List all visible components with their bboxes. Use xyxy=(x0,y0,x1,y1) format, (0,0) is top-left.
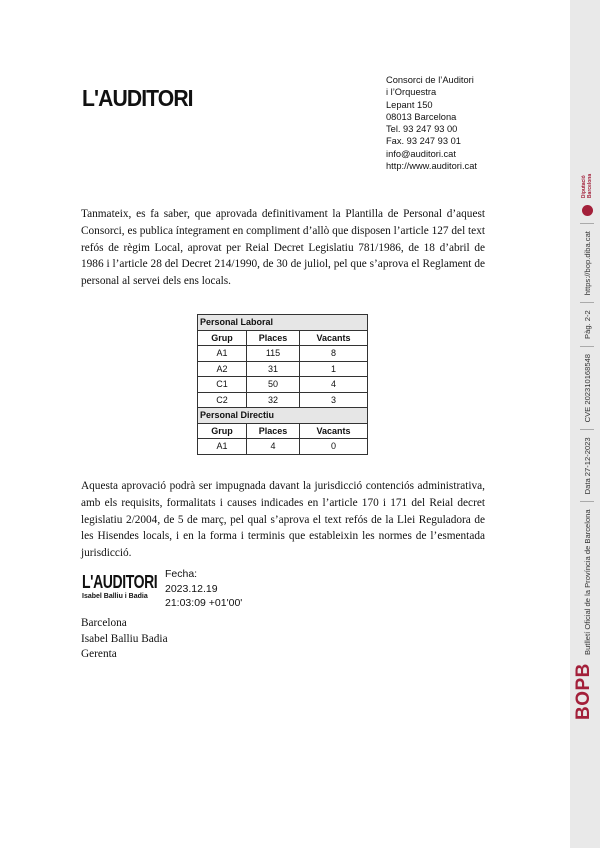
sign-date: 2023.12.19 xyxy=(165,582,218,595)
page-number: Pàg. 2-2 xyxy=(582,310,592,339)
diputacio-logo: Diputació Barcelona xyxy=(581,173,593,199)
bulletin-title: Butlletí Oficial de la Província de Barcelona xyxy=(582,509,592,655)
address-line: Lepant 150 xyxy=(386,99,433,110)
auditori-logo: L'AUDITORI xyxy=(82,85,193,111)
bop-url[interactable]: https://bop.diba.cat xyxy=(582,231,592,296)
staff-table xyxy=(197,314,368,455)
col-header: Places xyxy=(247,423,300,439)
cell: 115 xyxy=(247,346,300,362)
col-header: Grup xyxy=(198,423,247,439)
divider xyxy=(580,429,594,430)
col-header: Vacants xyxy=(300,330,368,346)
section-title: Personal Directiu xyxy=(198,408,368,424)
diputacio-emblem-icon xyxy=(582,205,593,216)
publication-date: Data 27-12-2023 xyxy=(582,437,592,495)
section-title: Personal Laboral xyxy=(198,315,368,331)
table-row xyxy=(198,377,368,393)
address-fax: Fax. 93 247 93 01 xyxy=(386,136,461,147)
signature-logo: L'AUDITORI xyxy=(82,571,158,592)
col-header: Vacants xyxy=(300,423,368,439)
closing-name: Isabel Balliu Badia xyxy=(81,632,168,645)
cell: 8 xyxy=(300,346,368,362)
table-row xyxy=(198,346,368,362)
table-header-row xyxy=(198,423,368,439)
divider xyxy=(580,501,594,502)
bopb-sidebar xyxy=(570,0,600,848)
cell: 1 xyxy=(300,361,368,377)
cve-code: CVE 202310168548 xyxy=(582,353,592,423)
closing-role: Gerenta xyxy=(81,648,117,660)
signature-stamp xyxy=(82,571,162,600)
cell: 4 xyxy=(247,439,300,455)
cell: 50 xyxy=(247,377,300,393)
address-line: i l’Orquestra xyxy=(386,87,437,98)
table-row xyxy=(198,439,368,455)
col-header: Grup xyxy=(198,330,247,346)
col-header: Places xyxy=(247,330,300,346)
cell: 0 xyxy=(300,439,368,455)
cell: A1 xyxy=(198,346,247,362)
date-label: Fecha: xyxy=(165,568,198,580)
address-email[interactable]: info@auditori.cat xyxy=(386,148,456,159)
divider xyxy=(580,302,594,303)
address-phone: Tel. 93 247 93 00 xyxy=(386,124,458,135)
address-block xyxy=(386,74,477,172)
body-paragraph-2: Aquesta aprovació podrà ser impugnada davant la jurisdicció contenciós administrativa, amb els requisits, formalitats i causes indicades en l’article 170 i 171 del Reial decret legislatiu 2/2004, de 5 de març, pel qual s’aprova el text refós de la Llei Reguladora de les Hisendes locals, i en la forma i terminis que estableixin les normes de l’esmentada jurisdicció. xyxy=(81,480,485,560)
divider xyxy=(580,346,594,347)
cell: 4 xyxy=(300,377,368,393)
table-header-row xyxy=(198,330,368,346)
signature-date-block xyxy=(165,567,242,611)
address-line: 08013 Barcelona xyxy=(386,111,457,122)
table-row xyxy=(198,361,368,377)
sign-time: 21:03:09 +01'00' xyxy=(165,597,243,609)
cell: 32 xyxy=(247,392,300,408)
address-line: Consorci de l’Auditori xyxy=(386,75,474,85)
divider xyxy=(580,223,594,224)
body-paragraph-1: Tanmateix, es fa saber, que aprovada definitivament la Plantilla de Personal d’aquest Consorci, es publica íntegrament en compliment d’allò que disposen l’article 127 del text refós de règim Local, aprovat per Reial Decret Legislatiu 781/1986, de 18 d’abril de 1986 i l’article 28 del Decret 214/1990, de 30 de juliol, pel que s’aprova el Reglament de personal al servei dels ens locals. xyxy=(81,208,485,288)
cell: C1 xyxy=(198,377,247,393)
cell: A1 xyxy=(198,439,247,455)
cell: C2 xyxy=(198,392,247,408)
address-website[interactable]: http://www.auditori.cat xyxy=(386,161,477,172)
signature-signer: Isabel Balliu i Badia xyxy=(82,593,148,600)
table-row xyxy=(198,392,368,408)
bopb-logo: BOPB xyxy=(573,663,594,720)
closing-block xyxy=(81,616,168,663)
cell: 3 xyxy=(300,392,368,408)
cell: 31 xyxy=(247,361,300,377)
sidebar-info-strip xyxy=(578,170,596,655)
cell: A2 xyxy=(198,361,247,377)
closing-city: Barcelona xyxy=(81,617,127,629)
